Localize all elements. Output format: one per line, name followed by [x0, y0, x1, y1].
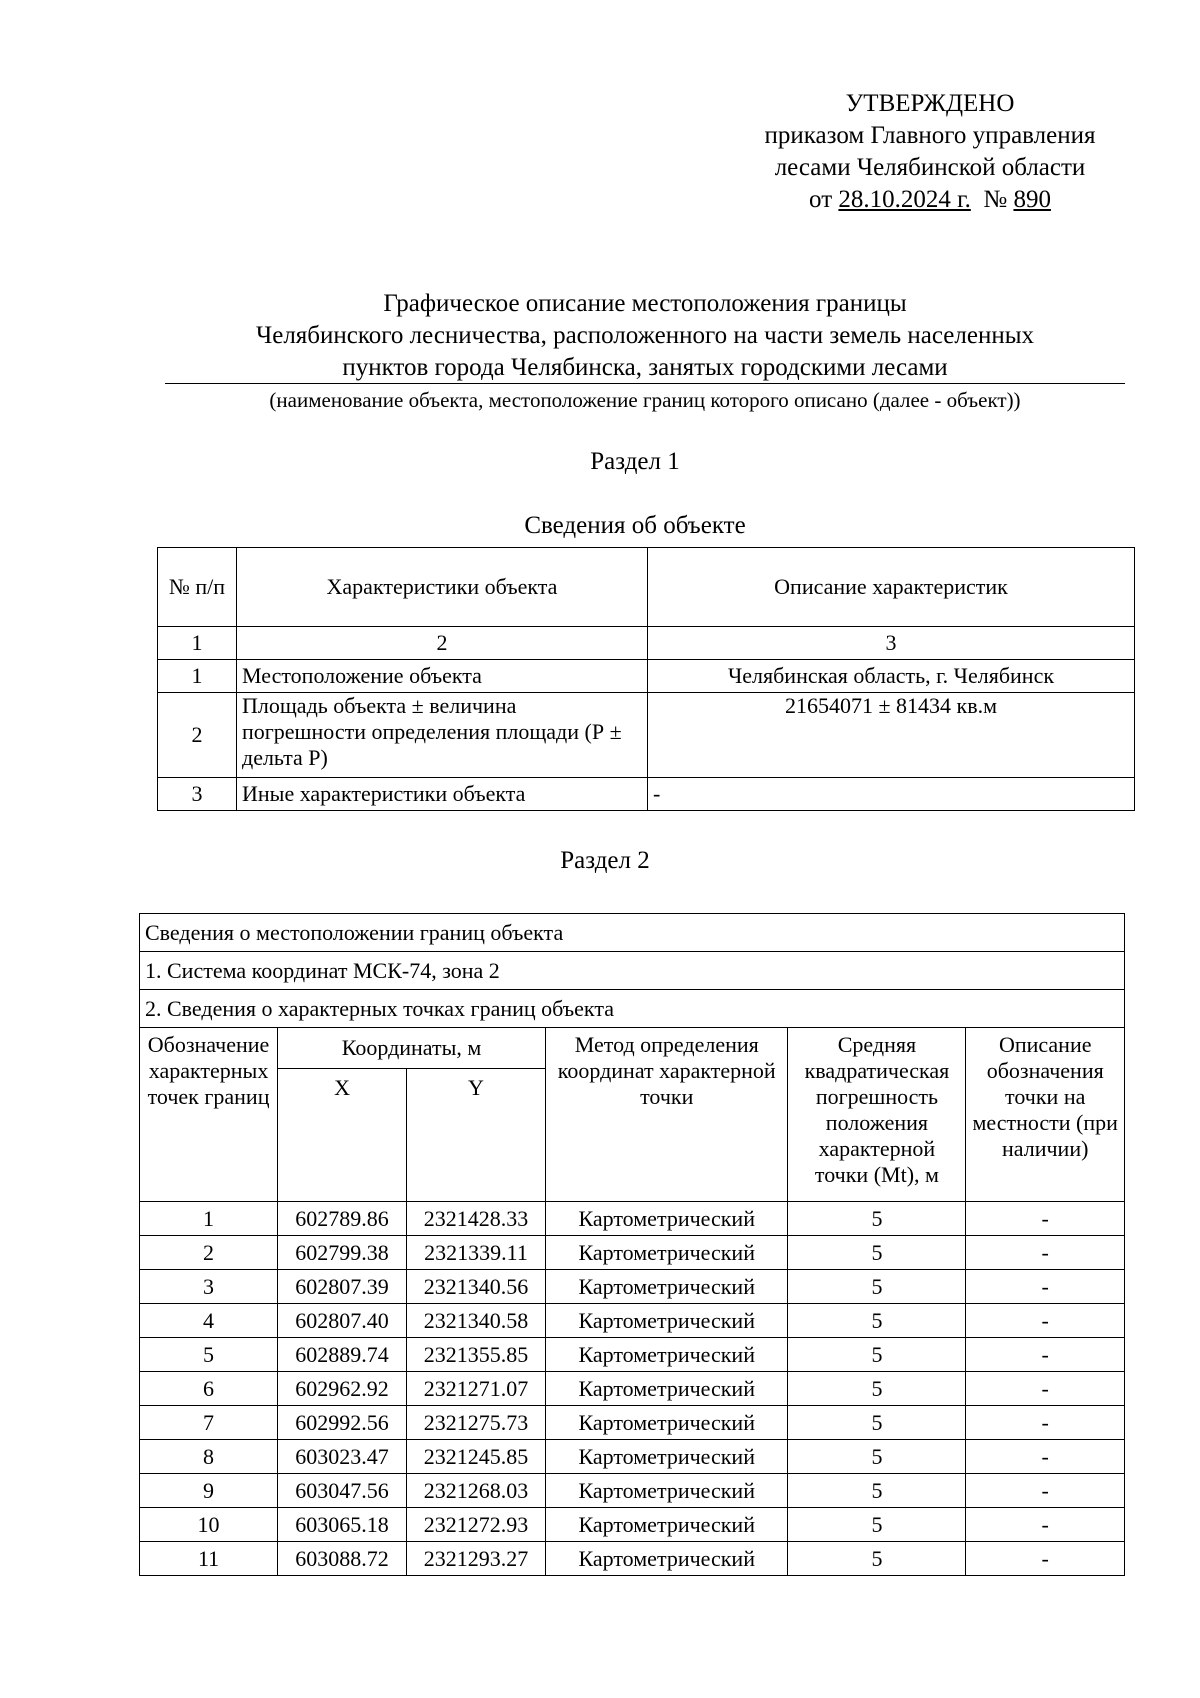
point-number: 2	[140, 1236, 278, 1270]
row-num: 3	[158, 778, 237, 811]
header-method: Метод определения координат характерной точки	[546, 1028, 788, 1202]
point-method: Картометрический	[546, 1508, 788, 1542]
section-1-table-title: Сведения об объекте	[524, 512, 746, 539]
table-row	[140, 1440, 1125, 1474]
title-caption: (наименование объекта, местоположение границ которого описано (далее - объект))	[269, 388, 1021, 412]
point-number: 11	[140, 1542, 278, 1576]
header-y: Y	[406, 1069, 545, 1202]
point-y: 2321340.56	[406, 1270, 545, 1304]
document-title	[160, 288, 1130, 384]
header-x: X	[278, 1069, 407, 1202]
point-description: -	[966, 1202, 1125, 1236]
point-mt: 5	[788, 1304, 966, 1338]
points-title-row	[140, 990, 1125, 1028]
header-row-1	[140, 1028, 1125, 1069]
approval-line-2: лесами Челябинской области	[774, 154, 1086, 181]
table-row	[158, 660, 1135, 693]
table-row	[158, 778, 1135, 811]
point-y: 2321355.85	[406, 1338, 545, 1372]
table-row	[140, 1508, 1125, 1542]
table-row	[140, 1270, 1125, 1304]
point-x: 603047.56	[278, 1474, 407, 1508]
table-row	[140, 1406, 1125, 1440]
point-y: 2321339.11	[406, 1236, 545, 1270]
points-title: 2. Сведения о характерных точках границ объекта	[140, 990, 1125, 1028]
point-number: 7	[140, 1406, 278, 1440]
boundary-points-table	[139, 913, 1125, 1576]
section-2-heading: Раздел 2	[560, 847, 650, 874]
point-x: 603088.72	[278, 1542, 407, 1576]
point-mt: 5	[788, 1338, 966, 1372]
point-description: -	[966, 1406, 1125, 1440]
point-x: 603065.18	[278, 1508, 407, 1542]
point-y: 2321293.27	[406, 1542, 545, 1576]
point-number: 1	[140, 1202, 278, 1236]
point-number: 8	[140, 1440, 278, 1474]
point-number: 4	[140, 1304, 278, 1338]
point-mt: 5	[788, 1270, 966, 1304]
header-characteristics: Характеристики объекта	[237, 548, 648, 627]
approval-heading: УТВЕРЖДЕНО	[845, 90, 1015, 117]
point-method: Картометрический	[546, 1304, 788, 1338]
point-description: -	[966, 1304, 1125, 1338]
point-description: -	[966, 1474, 1125, 1508]
row-num: 1	[158, 660, 237, 693]
row-num: 2	[158, 693, 237, 778]
column-numbers-row	[158, 627, 1135, 660]
point-mt: 5	[788, 1440, 966, 1474]
point-mt: 5	[788, 1406, 966, 1440]
table-row	[140, 1542, 1125, 1576]
approval-date-prefix: от	[809, 186, 833, 213]
point-method: Картометрический	[546, 1440, 788, 1474]
point-method: Картометрический	[546, 1202, 788, 1236]
point-description: -	[966, 1372, 1125, 1406]
table-row	[140, 1202, 1125, 1236]
table-title: Сведения о местоположении границ объекта	[140, 914, 1125, 952]
point-y: 2321275.73	[406, 1406, 545, 1440]
title-line-1: Графическое описание местоположения границы	[383, 290, 907, 317]
point-x: 602807.39	[278, 1270, 407, 1304]
point-x: 602962.92	[278, 1372, 407, 1406]
title-line-3: пунктов города Челябинска, занятых городскими лесами	[342, 354, 948, 381]
approval-date: 28.10.2024 г.	[838, 186, 971, 213]
point-description: -	[966, 1236, 1125, 1270]
point-number: 5	[140, 1338, 278, 1372]
row-description: Челябинская область, г. Челябинск	[648, 660, 1135, 693]
point-method: Картометрический	[546, 1372, 788, 1406]
title-line-2: Челябинского лесничества, расположенного на части земель населенных	[255, 322, 1034, 349]
approval-block	[700, 88, 1160, 216]
title-underline	[165, 383, 1125, 384]
point-y: 2321271.07	[406, 1372, 545, 1406]
point-y: 2321272.93	[406, 1508, 545, 1542]
point-x: 603023.47	[278, 1440, 407, 1474]
point-description: -	[966, 1508, 1125, 1542]
point-mt: 5	[788, 1542, 966, 1576]
point-x: 602807.40	[278, 1304, 407, 1338]
table-row	[158, 693, 1135, 778]
header-description: Описание характеристик	[648, 548, 1135, 627]
table-row	[140, 1372, 1125, 1406]
point-number: 6	[140, 1372, 278, 1406]
row-description: 21654071 ± 81434 кв.м	[648, 693, 1135, 778]
point-method: Картометрический	[546, 1338, 788, 1372]
point-method: Картометрический	[546, 1406, 788, 1440]
point-y: 2321428.33	[406, 1202, 545, 1236]
col-number-2: 2	[237, 627, 648, 660]
coord-system-row	[140, 952, 1125, 990]
point-method: Картометрический	[546, 1542, 788, 1576]
point-description: -	[966, 1338, 1125, 1372]
object-info-header-row	[158, 548, 1135, 627]
header-designation: Обозначение характерных точек границ	[140, 1028, 278, 1202]
row-characteristic: Местоположение объекта	[237, 660, 648, 693]
approval-number-prefix: №	[983, 186, 1008, 213]
point-number: 3	[140, 1270, 278, 1304]
point-method: Картометрический	[546, 1270, 788, 1304]
approval-number: 890	[1013, 186, 1051, 213]
table-row	[140, 1474, 1125, 1508]
point-mt: 5	[788, 1372, 966, 1406]
row-characteristic: Иные характеристики объекта	[237, 778, 648, 811]
point-description: -	[966, 1542, 1125, 1576]
point-mt: 5	[788, 1202, 966, 1236]
point-number: 10	[140, 1508, 278, 1542]
header-num: № п/п	[158, 548, 237, 627]
section-1-heading: Раздел 1	[590, 448, 680, 475]
coord-system: 1. Система координат МСК-74, зона 2	[140, 952, 1125, 990]
point-method: Картометрический	[546, 1474, 788, 1508]
header-point-description: Описание обозначения точки на местности (при наличии)	[966, 1028, 1125, 1202]
header-error: Средняя квадратическая погрешность положения характерной точки (Mt), м	[788, 1028, 966, 1202]
header-coords: Координаты, м	[278, 1028, 546, 1069]
point-y: 2321268.03	[406, 1474, 545, 1508]
point-mt: 5	[788, 1508, 966, 1542]
col-number-3: 3	[648, 627, 1135, 660]
table-row	[140, 1304, 1125, 1338]
point-description: -	[966, 1270, 1125, 1304]
point-number: 9	[140, 1474, 278, 1508]
row-description: -	[648, 778, 1135, 811]
point-x: 602789.86	[278, 1202, 407, 1236]
point-x: 602992.56	[278, 1406, 407, 1440]
row-characteristic: Площадь объекта ± величина погрешности определения площади (Р ± дельта Р)	[237, 693, 648, 778]
point-description: -	[966, 1440, 1125, 1474]
point-x: 602799.38	[278, 1236, 407, 1270]
point-x: 602889.74	[278, 1338, 407, 1372]
point-mt: 5	[788, 1236, 966, 1270]
point-mt: 5	[788, 1474, 966, 1508]
table-row	[140, 1236, 1125, 1270]
table-title-row	[140, 914, 1125, 952]
point-method: Картометрический	[546, 1236, 788, 1270]
point-y: 2321340.58	[406, 1304, 545, 1338]
point-y: 2321245.85	[406, 1440, 545, 1474]
approval-line-1: приказом Главного управления	[764, 122, 1096, 149]
approval-date-line	[700, 184, 1160, 216]
table-row	[140, 1338, 1125, 1372]
object-info-table	[157, 547, 1135, 811]
col-number-1: 1	[158, 627, 237, 660]
